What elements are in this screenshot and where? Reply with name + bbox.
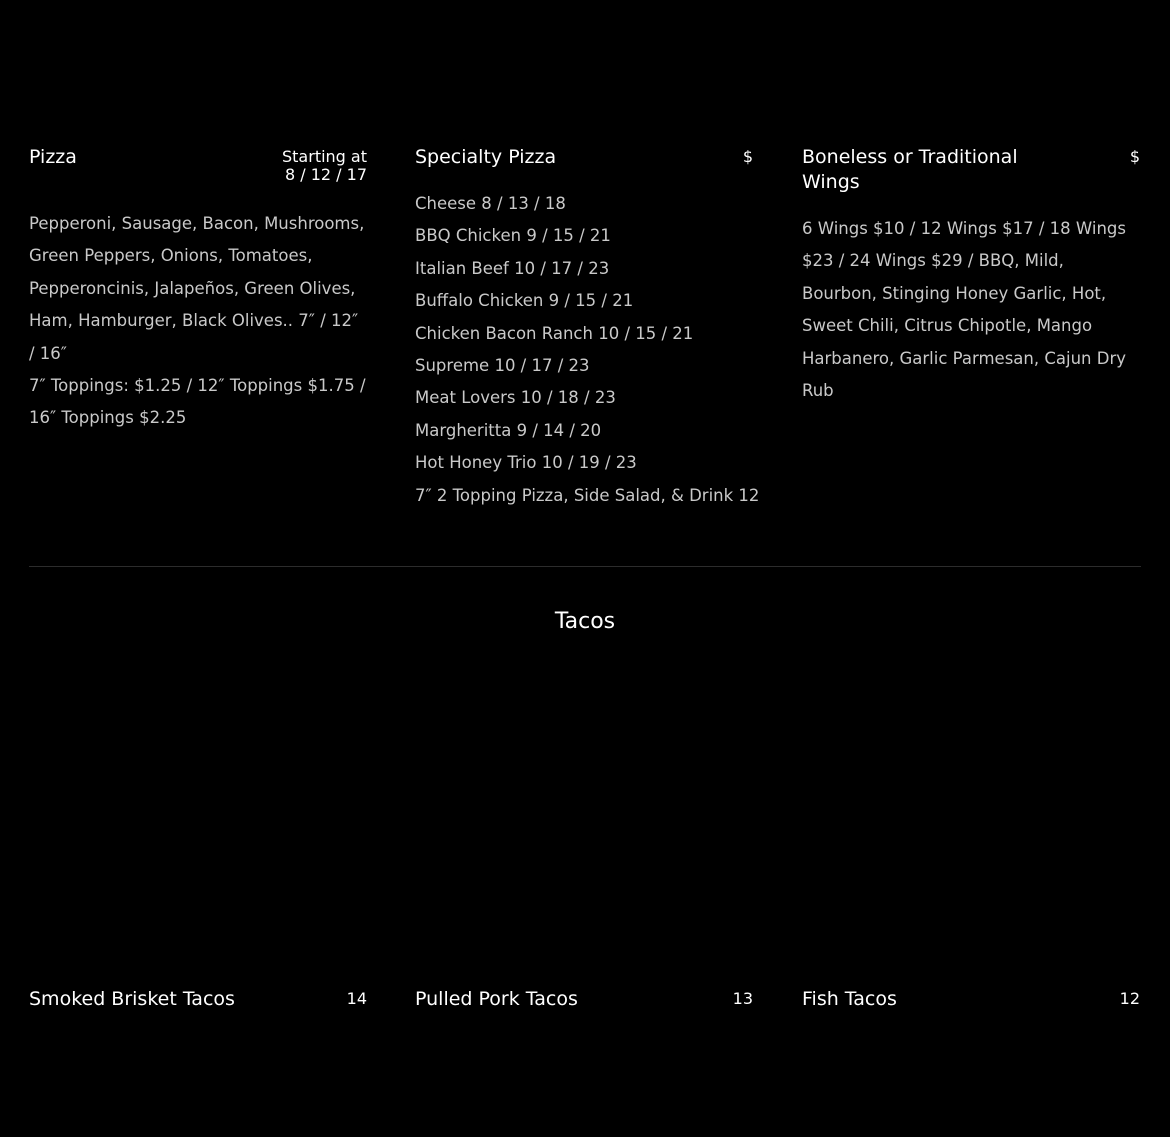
menu-item-wings xyxy=(802,145,1140,407)
menu-item-name: Fish Tacos xyxy=(802,988,897,1010)
description-line: 7″ Toppings: $1.25 / 12″ Toppings $1.75 / 16″ Toppings $2.25 xyxy=(29,376,366,428)
menu-item-header xyxy=(415,145,753,170)
menu-item-header xyxy=(415,987,753,1012)
menu-item-fish-tacos xyxy=(802,987,1140,1012)
menu-item-description xyxy=(802,213,1140,407)
menu-item-pizza xyxy=(29,145,367,435)
section-divider xyxy=(29,566,1141,567)
menu-item-price: 14 xyxy=(346,989,367,1008)
menu-item-name: Pizza xyxy=(29,146,77,168)
menu-item-description xyxy=(415,188,760,512)
menu-item-price: Starting at 8 / 12 / 17 xyxy=(282,147,367,184)
menu-item-specialty-pizza xyxy=(415,145,760,512)
menu-item-pulled-pork-tacos xyxy=(415,987,753,1012)
description-line: Meat Lovers 10 / 18 / 23 xyxy=(415,388,616,408)
menu-item-price: $ xyxy=(1129,147,1140,166)
menu-item-name: Smoked Brisket Tacos xyxy=(29,988,235,1010)
description-line: Buffalo Chicken 9 / 15 / 21 xyxy=(415,291,634,311)
menu-item-header xyxy=(802,145,1140,195)
description-line: Chicken Bacon Ranch 10 / 15 / 21 xyxy=(415,323,694,343)
menu-item-price: $ xyxy=(742,147,753,166)
menu-item-header xyxy=(802,987,1140,1012)
description-line: Italian Beef 10 / 17 / 23 xyxy=(415,258,610,278)
menu-item-price: 12 xyxy=(1119,989,1140,1008)
description-line: Supreme 10 / 17 / 23 xyxy=(415,356,590,376)
description-line: Hot Honey Trio 10 / 19 / 23 xyxy=(415,453,637,473)
description-line: Cheese 8 / 13 / 18 xyxy=(415,194,566,213)
description-line: 6 Wings $10 / 12 Wings $17 / 18 Wings $23 / 24 Wings $29 / BBQ, Mild, Bourbon, Stinging Honey Garlic, Hot, Sweet Chili, Citrus Chipotle, Mango Harbanero, Garlic Parmesan, Cajun Dry Rub xyxy=(802,219,1126,401)
menu-item-header xyxy=(29,987,367,1012)
description-line: Margheritta 9 / 14 / 20 xyxy=(415,420,602,440)
section-title-tacos: Tacos xyxy=(554,609,616,634)
description-line: 7″ 2 Topping Pizza, Side Salad, & Drink 12 xyxy=(415,485,760,505)
menu-item-description xyxy=(29,208,367,435)
menu-item-smoked-brisket-tacos xyxy=(29,987,367,1012)
menu-item-name: Boneless or Traditional Wings xyxy=(802,146,1018,193)
description-line: BBQ Chicken 9 / 15 / 21 xyxy=(415,226,611,246)
menu-item-header xyxy=(29,145,367,184)
description-line: Pepperoni, Sausage, Bacon, Mushrooms, Green Peppers, Onions, Tomatoes, Pepperoncinis, Jalapeños, Green Olives, Ham, Hamburger, Black Olives.. 7″ / 12″ / 16″ xyxy=(29,214,365,363)
menu-item-price: 13 xyxy=(732,989,753,1008)
menu-item-name: Pulled Pork Tacos xyxy=(415,988,578,1010)
menu-item-name: Specialty Pizza xyxy=(415,146,557,168)
